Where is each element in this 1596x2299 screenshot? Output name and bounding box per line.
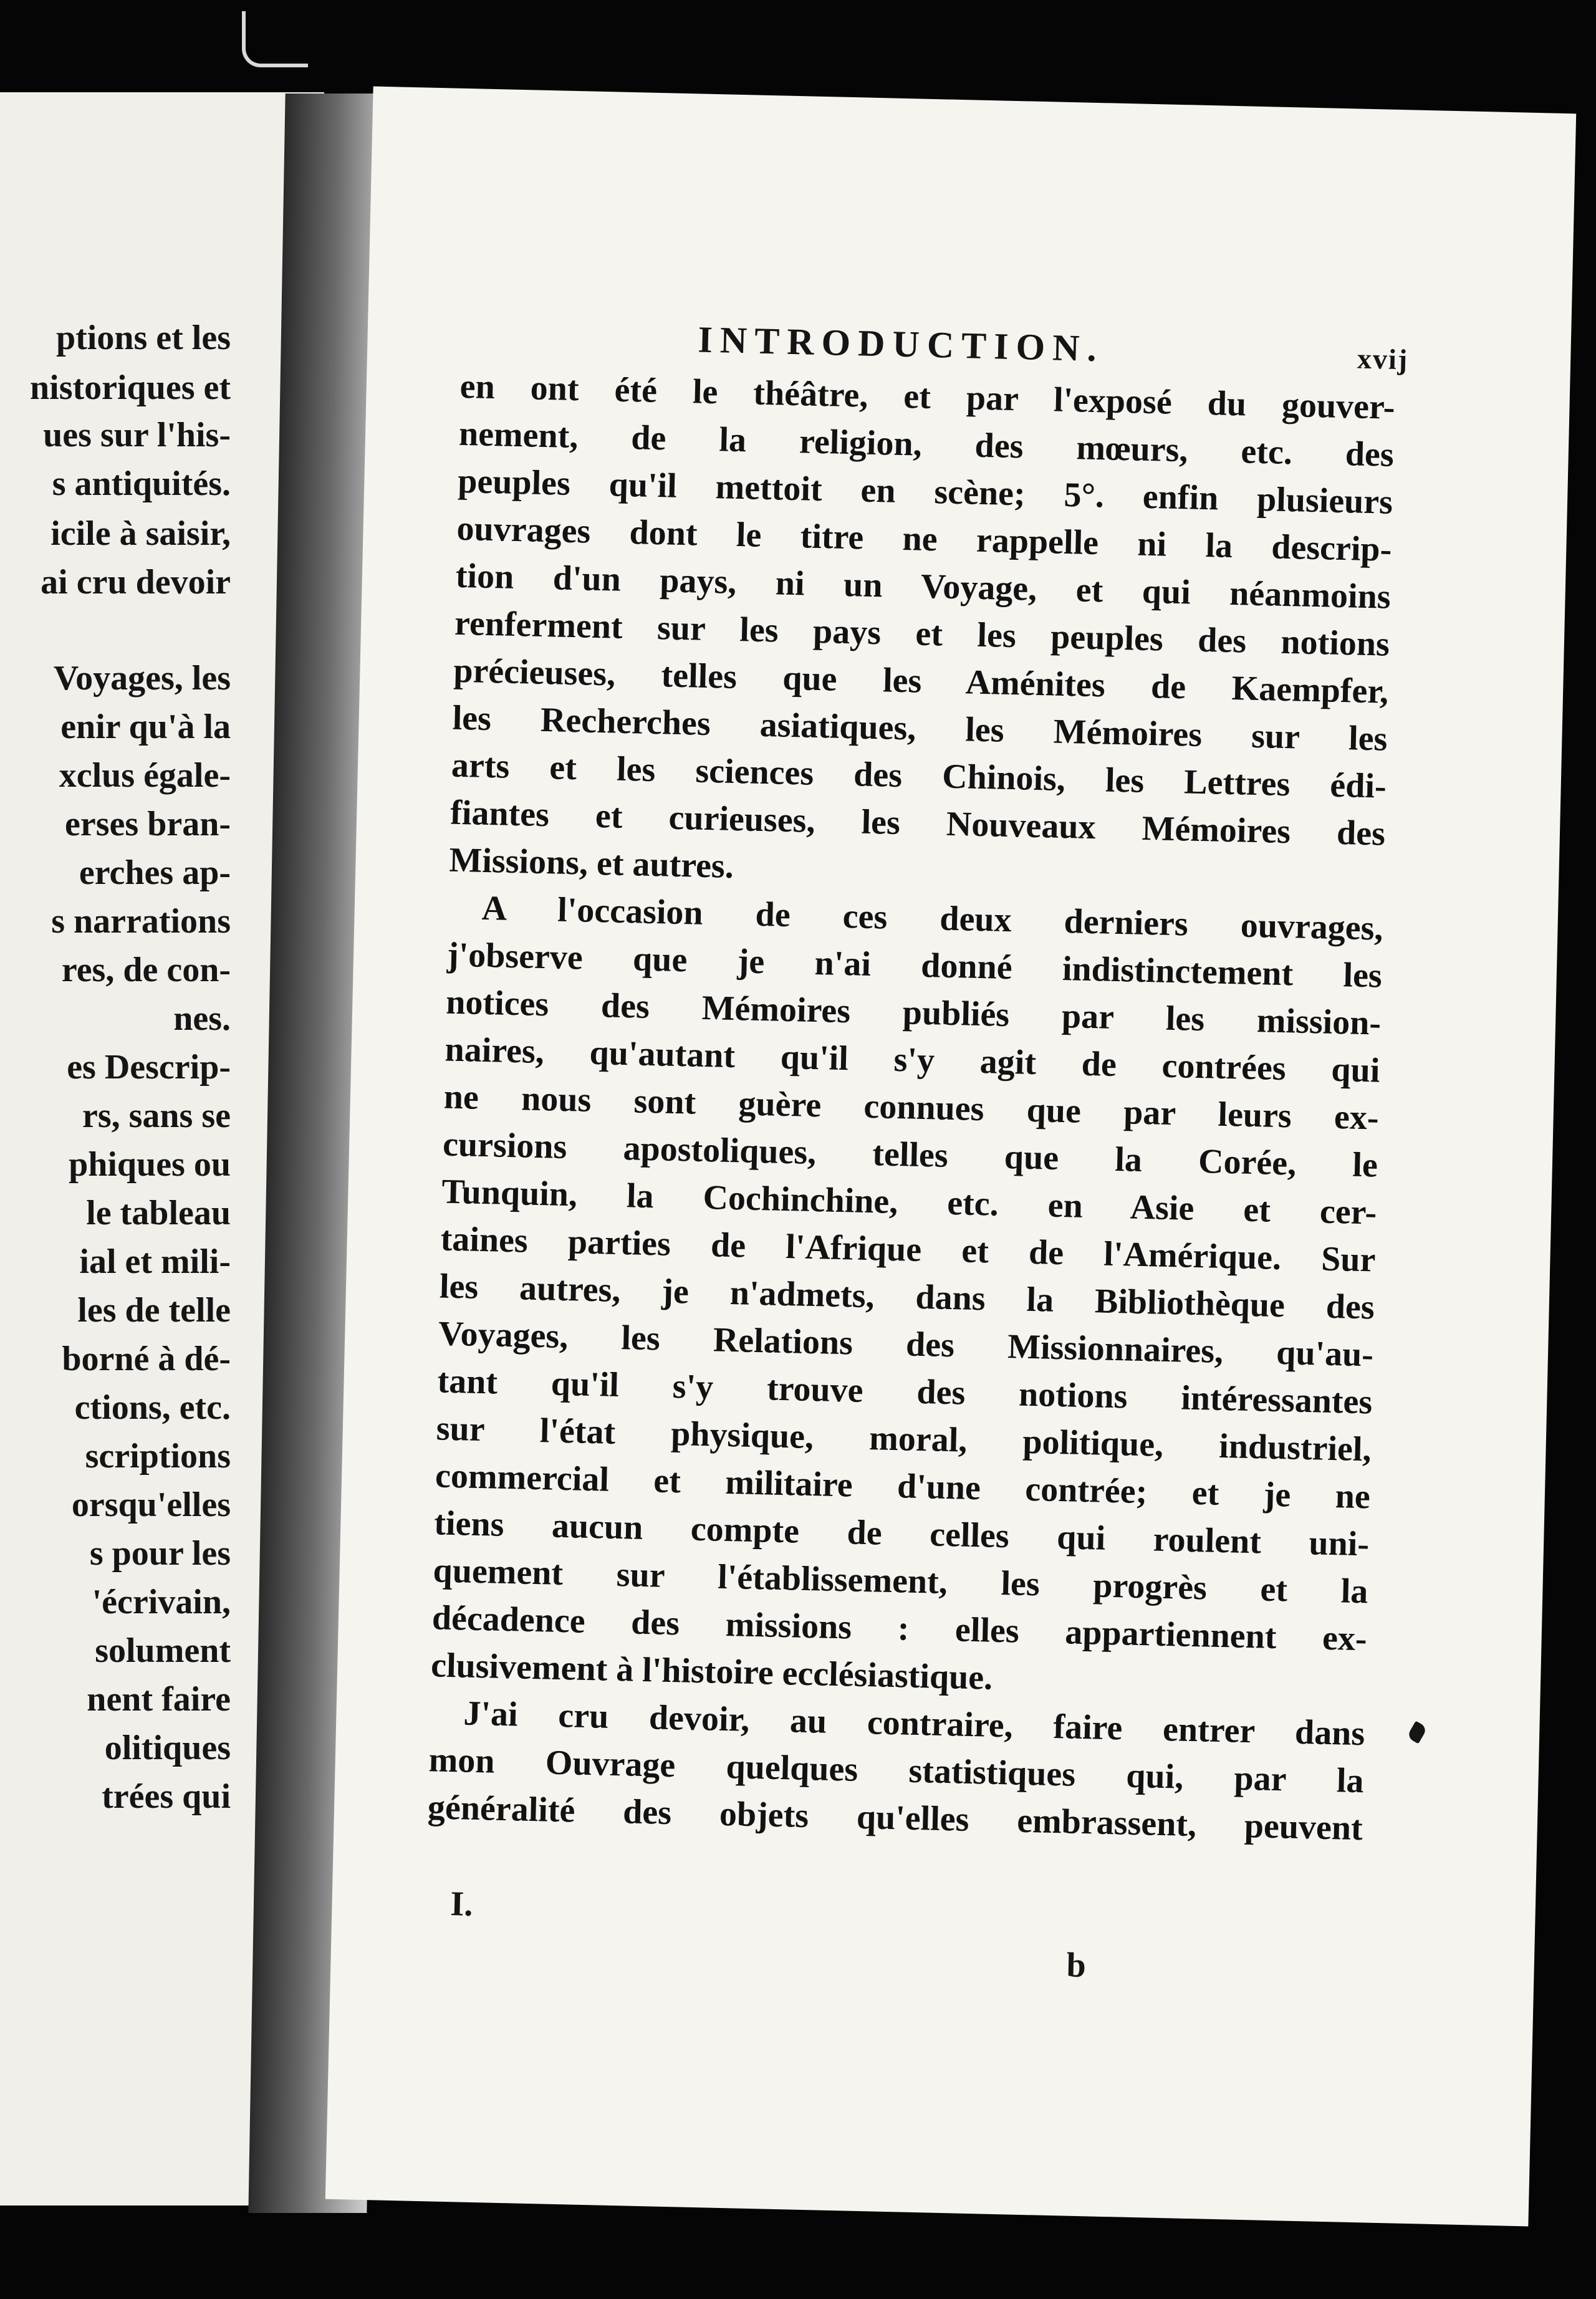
right-page bbox=[325, 87, 1576, 2227]
text-line: peuples qu'il mettoit en scène; 5°. enfin plusieurs bbox=[457, 461, 1393, 522]
text-line: précieuses, telles que les Aménites de Kaempfer, bbox=[453, 651, 1389, 711]
left-page-line: le tableau bbox=[86, 1194, 231, 1232]
volume-mark: I. bbox=[449, 1884, 474, 1924]
left-page-line: icile à saisir, bbox=[50, 514, 231, 553]
text-line: nement, de la religion, des mœurs, etc. des bbox=[458, 414, 1395, 474]
text-line: fiantes et curieuses, les Nouveaux Mémoires des bbox=[449, 793, 1386, 853]
left-page-line: scriptions bbox=[85, 1437, 231, 1476]
text-line: Tunquin, la Cochinchine, etc. en Asie et cer- bbox=[441, 1172, 1377, 1232]
text-line: sur l'état physique, moral, politique, industriel, bbox=[436, 1409, 1372, 1469]
left-page-line: es Descrip- bbox=[67, 1048, 231, 1087]
running-head-title: INTRODUCTION. bbox=[697, 319, 1105, 370]
text-line: généralité des objets qu'elles embrassent, peuvent bbox=[427, 1788, 1363, 1848]
left-page-line: les de telle bbox=[77, 1291, 231, 1330]
left-page-line: trées qui bbox=[102, 1777, 231, 1816]
text-line: naires, qu'autant qu'il s'y agit de contrées qui bbox=[444, 1030, 1380, 1090]
left-page-line: ptions et les bbox=[56, 319, 231, 357]
text-line: tion d'un pays, ni un Voyage, et qui néanmoins bbox=[455, 556, 1392, 617]
page-number: xvij bbox=[1357, 342, 1409, 376]
left-page-line: enir qu'à la bbox=[60, 708, 231, 746]
text-line: renferment sur les pays et les peuples des notions bbox=[454, 603, 1390, 664]
text-line: quement sur l'établissement, les progrès et la bbox=[433, 1551, 1369, 1611]
left-page-line: Voyages, les bbox=[53, 659, 231, 698]
page-footer bbox=[423, 1883, 1361, 2029]
left-page-line: olitiques bbox=[104, 1729, 231, 1767]
text-line: ne nous sont guère connues que par leurs ex- bbox=[443, 1077, 1380, 1138]
left-page-line: nistoriques et bbox=[30, 368, 231, 407]
text-line: taines parties de l'Afrique et de l'Amérique. Sur bbox=[440, 1219, 1377, 1280]
left-page-line: orsqu'elles bbox=[71, 1485, 231, 1524]
left-page-line: s narrations bbox=[51, 902, 231, 941]
crop-mark bbox=[242, 11, 308, 67]
text-line: cursions apostoliques, telles que la Corée, le bbox=[442, 1125, 1378, 1185]
text-line: A l'occasion de ces deux derniers ouvrages, bbox=[481, 888, 1384, 948]
text-line: notices des Mémoires publiés par les mission- bbox=[445, 982, 1382, 1043]
text-line: tant qu'il s'y trouve des notions intéressantes bbox=[436, 1361, 1373, 1422]
text-line: clusivement à l'histoire ecclésiastique. bbox=[430, 1646, 993, 1697]
left-page-line: res, de con- bbox=[61, 951, 231, 989]
text-line: arts et les sciences des Chinois, les Lettres édi- bbox=[451, 746, 1387, 806]
text-line: mon Ouvrage quelques statistiques qui, par la bbox=[428, 1740, 1365, 1801]
text-line: les autres, je n'admets, dans la Bibliothèque des bbox=[439, 1267, 1375, 1327]
text-line: décadence des missions : elles appartiennent ex- bbox=[431, 1598, 1368, 1659]
left-page-line: ai cru devoir bbox=[41, 563, 231, 602]
left-page-line: s antiquités. bbox=[52, 464, 231, 503]
left-page-line: 'écrivain, bbox=[92, 1583, 231, 1621]
left-page-line: phiques ou bbox=[69, 1145, 231, 1184]
text-line: ouvrages dont le titre ne rappelle ni la descrip- bbox=[456, 509, 1392, 569]
signature-mark: b bbox=[1065, 1946, 1087, 1985]
text-line: j'observe que je n'ai donné indistinctement les bbox=[446, 935, 1383, 996]
left-page-line: ues sur l'his- bbox=[43, 416, 231, 454]
left-page-line: nent faire bbox=[87, 1680, 231, 1719]
text-line: Missions, et autres. bbox=[448, 840, 734, 886]
left-page-line: ial et mili- bbox=[79, 1242, 231, 1281]
left-page-line: solument bbox=[95, 1631, 231, 1670]
text-line: commercial et militaire d'une contrée; et je ne bbox=[435, 1456, 1371, 1517]
text-line: les Recherches asiatiques, les Mémoires sur les bbox=[452, 698, 1388, 759]
left-page-line: erches ap- bbox=[79, 853, 231, 892]
text-line: J'ai cru devoir, au contraire, faire entrer dans bbox=[463, 1694, 1365, 1754]
text-line: tiens aucun compte de celles qui roulent uni- bbox=[433, 1504, 1370, 1564]
page-content bbox=[419, 89, 1409, 2204]
left-page-line: erses bran- bbox=[65, 805, 231, 843]
left-page-line: nes. bbox=[173, 999, 231, 1038]
text-line: Voyages, les Relations des Missionnaires, qu'au- bbox=[438, 1314, 1374, 1375]
left-page-line: borné à dé- bbox=[62, 1340, 231, 1378]
text-line: en ont été le théâtre, et par l'exposé du gouver- bbox=[459, 367, 1396, 427]
left-page-line: xclus égale- bbox=[59, 756, 231, 795]
left-page-line: s pour les bbox=[89, 1534, 231, 1573]
left-page-line: ctions, etc. bbox=[74, 1388, 231, 1427]
left-page-line: rs, sans se bbox=[82, 1097, 231, 1135]
